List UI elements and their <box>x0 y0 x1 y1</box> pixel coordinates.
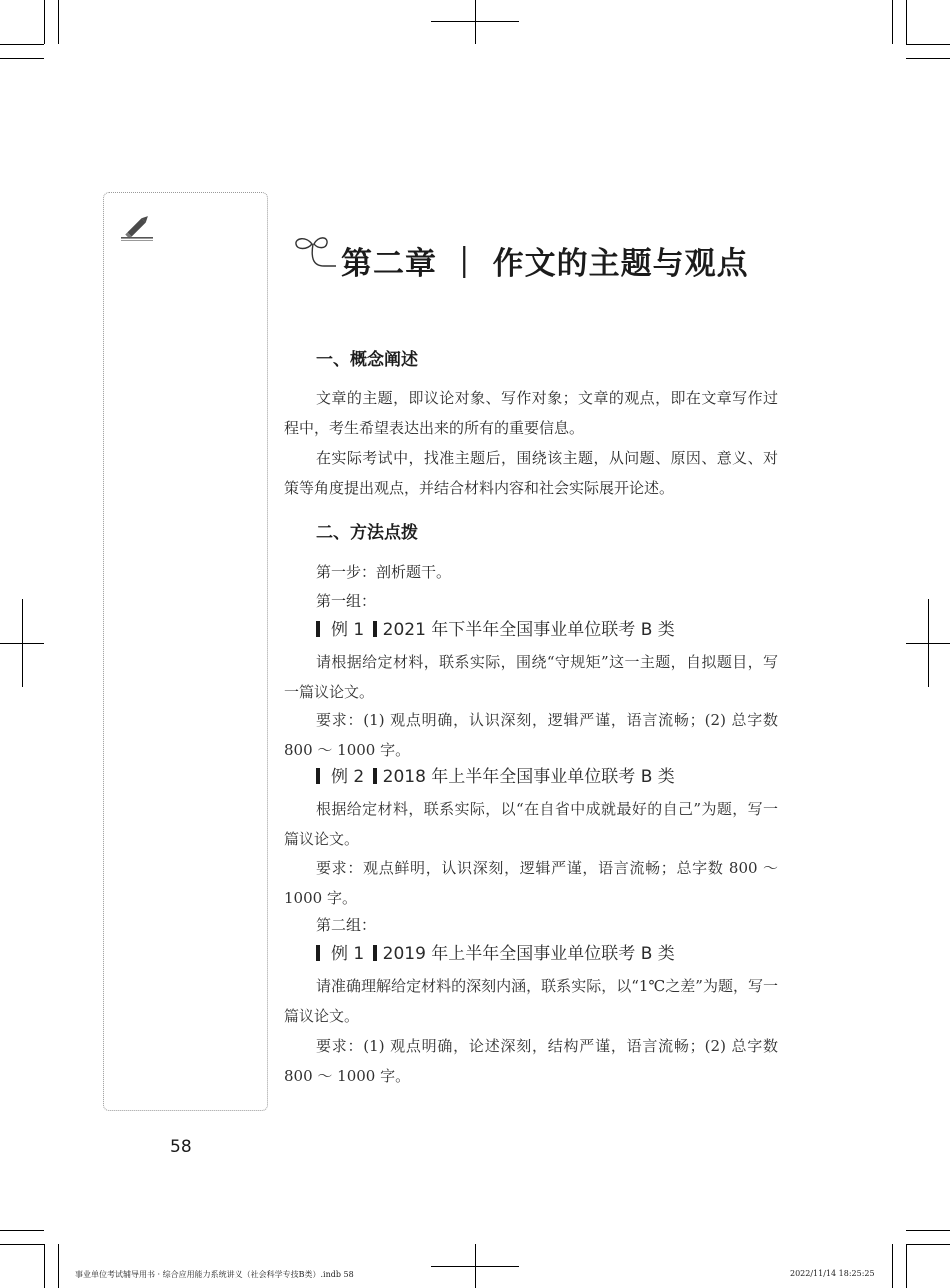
pencil-icon <box>120 210 156 244</box>
example-header <box>316 942 675 966</box>
crop-mark <box>22 599 23 687</box>
crop-mark <box>0 58 44 59</box>
bar-marker <box>373 768 377 784</box>
crop-mark <box>906 58 950 59</box>
example-prompt: 根据给定材料，联系实际，以“在自省中成就最好的自己”为题，写一篇议论文。 <box>284 800 778 848</box>
example-requirement: 要求：(1) 观点明确，论述深刻，结构严谨，语言流畅；(2) 总字数 800 ～ 1000 字。 <box>284 1037 778 1085</box>
crop-mark <box>475 1244 476 1288</box>
crop-mark <box>58 0 59 44</box>
crop-mark <box>906 1244 950 1245</box>
example-requirement: 要求：观点鲜明，认识深刻，逻辑严谨，语言流畅；总字数 800 ～ 1000 字。 <box>284 859 778 907</box>
crop-mark <box>475 0 476 44</box>
print-slug-timestamp: 2022/11/14 18:25:25 <box>790 1269 875 1278</box>
example-prompt: 请准确理解给定材料的深刻内涵，联系实际，以“1℃之差”为题，写一篇议论文。 <box>284 977 778 1025</box>
crop-mark <box>0 1230 44 1231</box>
crop-mark <box>906 1230 950 1231</box>
crop-mark <box>0 44 44 45</box>
crop-mark <box>0 1244 44 1245</box>
bar-marker <box>373 621 377 637</box>
bar-marker <box>316 945 320 961</box>
crop-mark <box>928 599 929 687</box>
section-heading: 二、方法点拨 <box>316 523 418 543</box>
paragraph: 文章的主题，即议论对象、写作对象；文章的观点，即在文章写作过程中，考生希望表达出来的所有的重要信息。 <box>284 389 778 437</box>
crop-mark <box>892 1244 893 1288</box>
sprout-icon <box>292 234 336 274</box>
bar-marker <box>316 768 320 784</box>
crop-mark <box>906 0 907 44</box>
bar-marker <box>316 621 320 637</box>
paragraph: 在实际考试中，找准主题后，围绕该主题，从问题、原因、意义、对策等角度提出观点，并结合材料内容和社会实际展开论述。 <box>284 449 778 497</box>
example-source: 2021 年下半年全国事业单位联考 B 类 <box>382 620 675 640</box>
chapter-title: 第二章 ｜ 作文的主题与观点 <box>341 246 749 282</box>
crop-mark <box>44 0 45 44</box>
example-header <box>316 765 675 789</box>
crop-mark <box>906 1244 907 1288</box>
crop-mark <box>906 44 950 45</box>
crop-mark <box>44 1244 45 1288</box>
example-requirement: 要求：(1) 观点明确，认识深刻，逻辑严谨，语言流畅；(2) 总字数 800 ～ 1000 字。 <box>284 711 778 759</box>
group-label: 第二组： <box>316 916 377 934</box>
example-header <box>316 618 675 642</box>
section-heading: 一、概念阐述 <box>316 350 418 370</box>
example-prompt: 请根据给定材料，联系实际，围绕“守规矩”这一主题，自拟题目，写一篇议论文。 <box>284 653 778 701</box>
print-slug-file: 事业单位考试辅导用书 · 综合应用能力系统讲义（社会科学专技B类）.indb 58 <box>75 1270 354 1279</box>
bar-marker <box>373 945 377 961</box>
notes-panel <box>103 192 268 1111</box>
example-source: 2018 年上半年全国事业单位联考 B 类 <box>382 767 675 787</box>
example-label: 例 2 <box>331 767 365 787</box>
example-source: 2019 年上半年全国事业单位联考 B 类 <box>382 944 675 964</box>
step-label: 第一步：剖析题干。 <box>316 563 452 581</box>
example-label: 例 1 <box>331 944 365 964</box>
crop-mark <box>58 1244 59 1288</box>
example-label: 例 1 <box>331 620 365 640</box>
page-number: 58 <box>170 1137 192 1157</box>
crop-mark <box>892 0 893 44</box>
group-label: 第一组： <box>316 592 377 610</box>
